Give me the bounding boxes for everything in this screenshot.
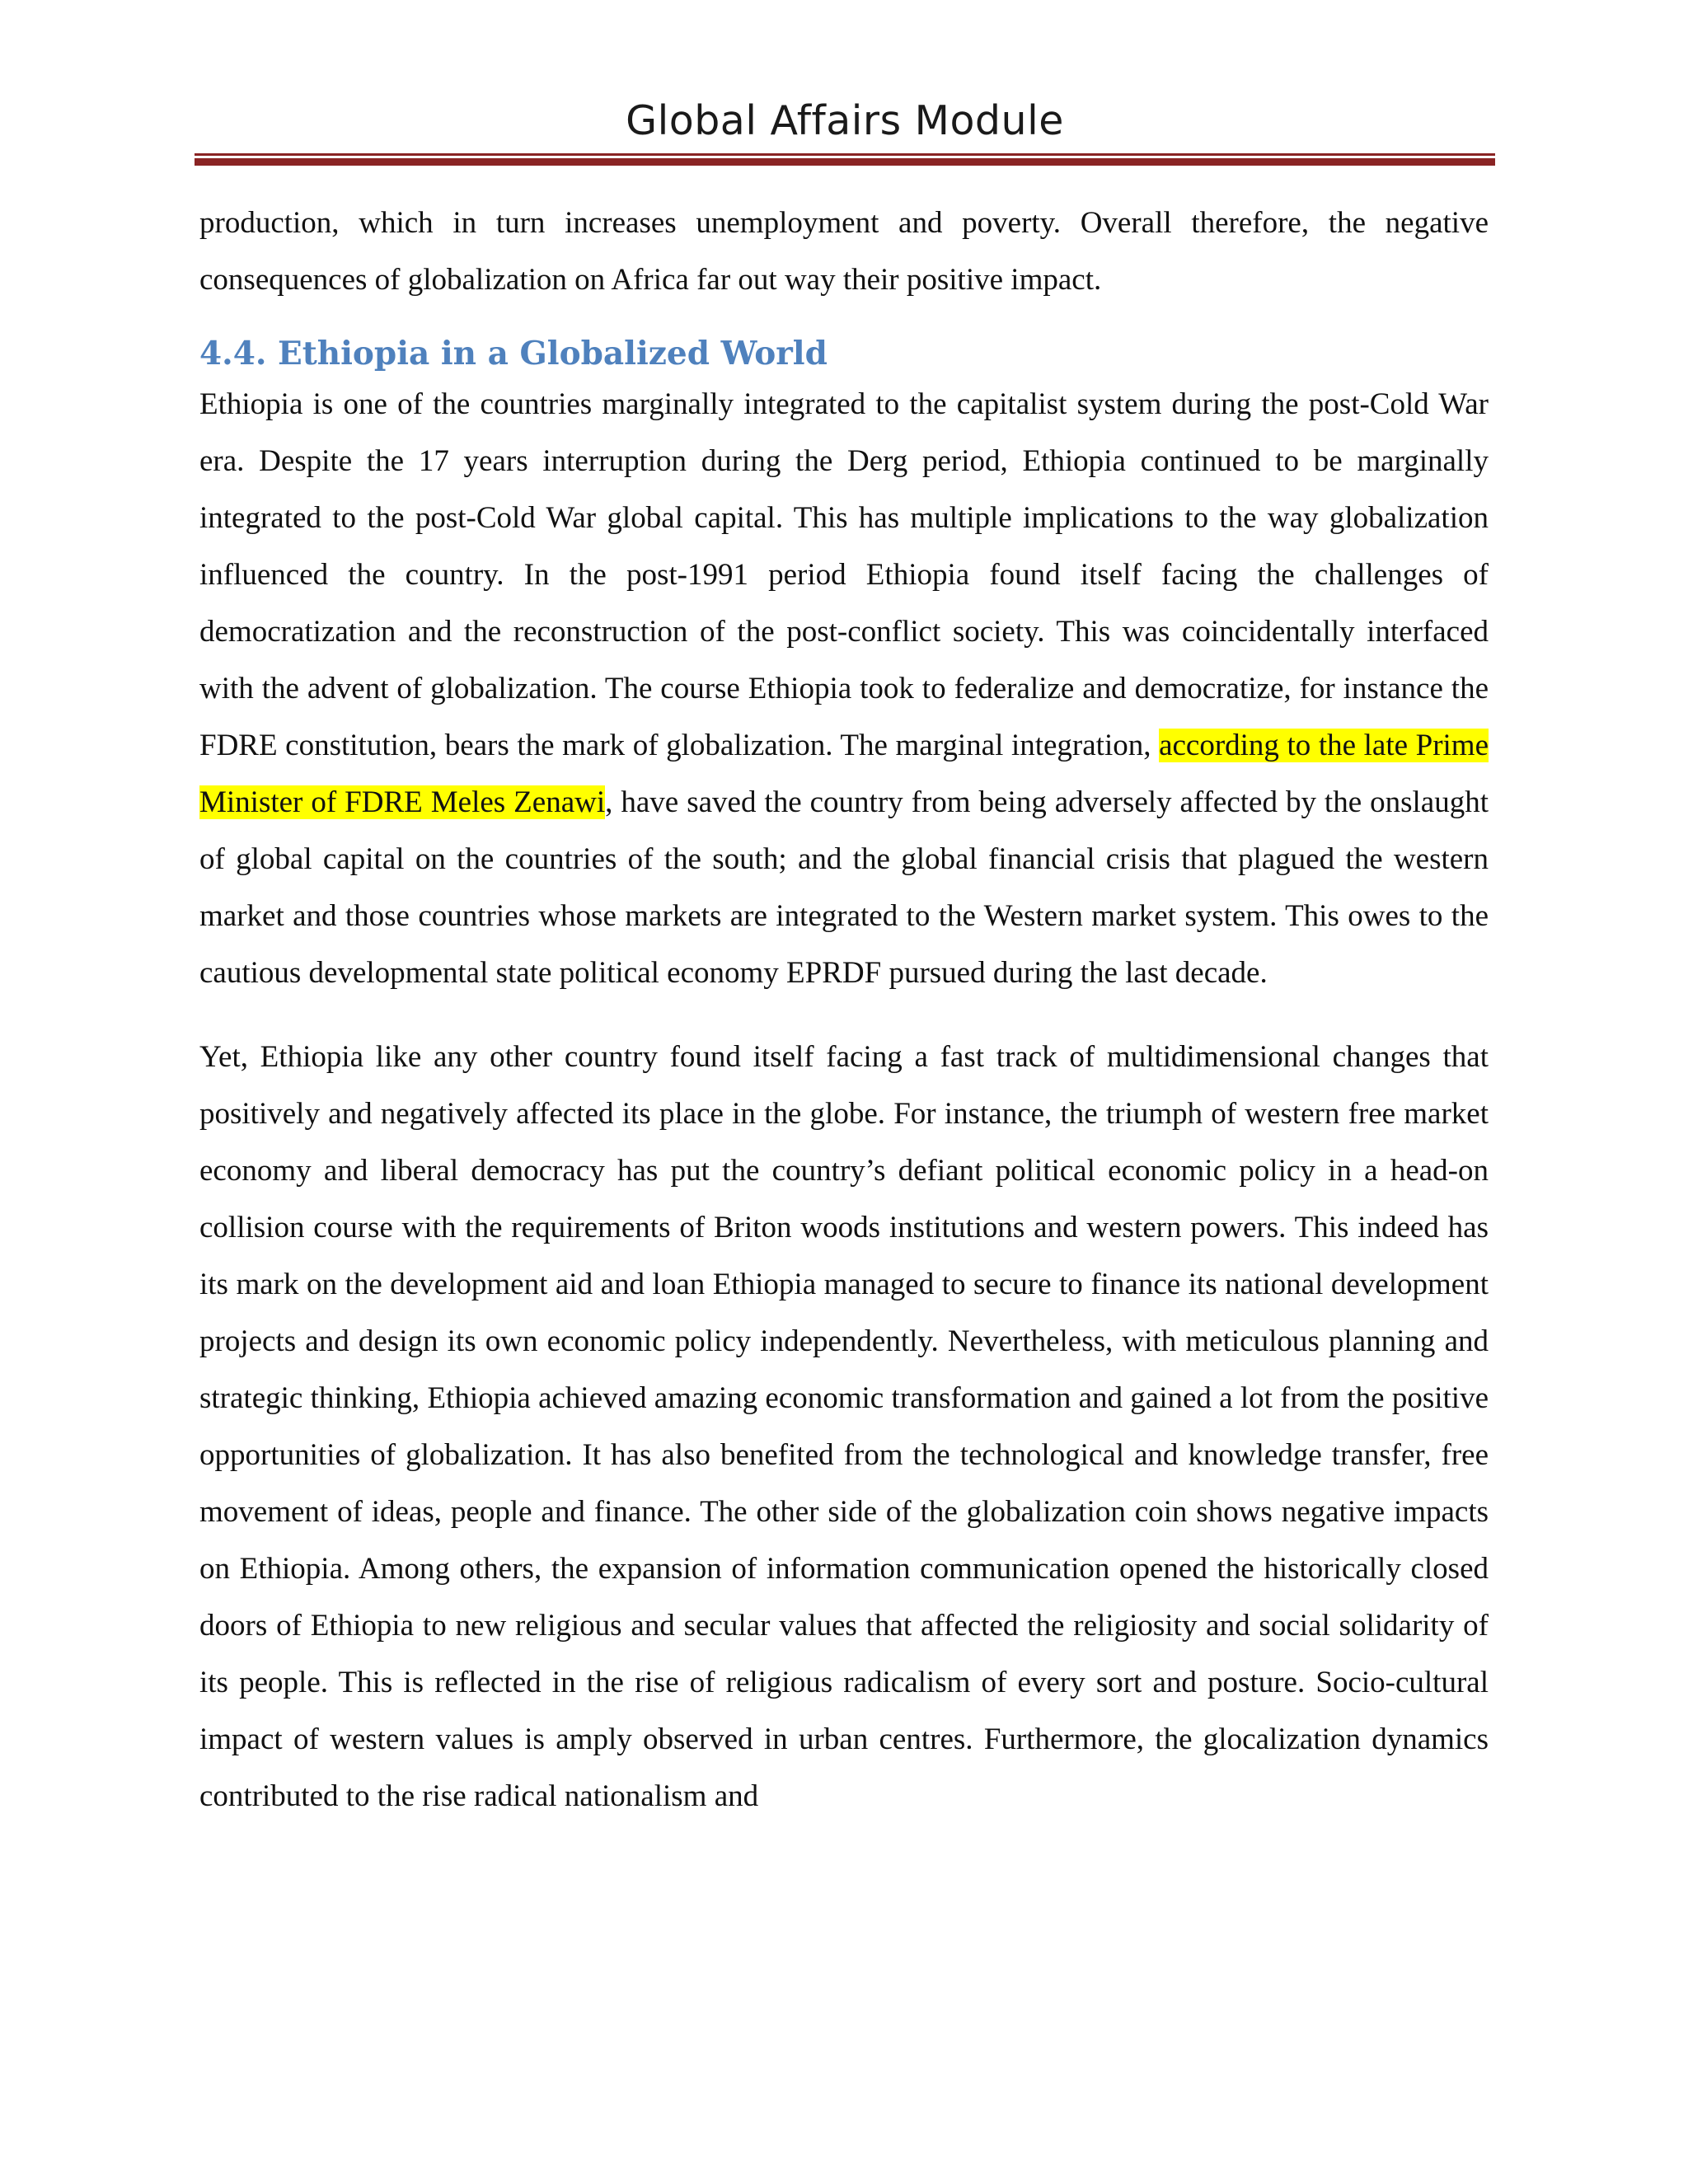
header-rule-thick — [195, 158, 1495, 166]
section-paragraph-2: Yet, Ethiopia like any other country found itself facing a fast track of multidimensional changes that positively and negatively affected its place in the globe. For instance, the triumph of western free market economy and liberal democracy has put the country’s defiant political economic policy in a head-on collision course with the requirements of Briton woods institutions and western powers. This indeed has its mark on the development aid and loan Ethiopia managed to secure to finance its national development projects and design its own economic policy independently. Nevertheless, with meticulous planning and strategic thinking, Ethiopia achieved amazing economic transformation and gained a lot from the positive opportunities of globalization. It has also benefited from the technological and knowledge transfer, free movement of ideas, people and finance. The other side of the globalization coin shows negative impacts on Ethiopia. Among others, the expansion of information communication opened the historically closed doors of Ethiopia to new religious and secular values that affected the religiosity and social solidarity of its people. This is reflected in the rise of religious radicalism of every sort and posture. Socio-cultural impact of western values is amply observed in urban centres. Furthermore, the glocalization dynamics contributed to the rise radical nationalism and — [199, 1040, 1489, 1813]
paragraph-1-text-after: , have saved the country from being adversely affected by the onslaught of global capital on the countries of the south; and the global financial crisis that plagued the western market and those countries whose markets are integrated to the Western market system. This owes to the cautious developmental state political economy EPRDF pursued during the last decade. — [199, 785, 1489, 990]
section-heading: 4.4. Ethiopia in a Globalized World — [199, 335, 828, 373]
highlighted-text: according to the late Prime Minister of FDRE Meles Zenawi — [199, 729, 1489, 819]
paragraph-1-text-before: Ethiopia is one of the countries marginally integrated to the capitalist system during the post-Cold War era. Despite the 17 years interruption during the Derg period, Ethiopia continued to be marginally integrated to the post-Cold War global capital. This has multiple implications to the way globalization influenced the country. In the post-1991 period Ethiopia found itself facing the challenges of democratization and the reconstruction of the post-conflict society. This was coincidentally interfaced with the advent of globalization. The course Ethiopia took to federalize and democratize, for instance the FDRE constitution, bears the mark of globalization. The marginal integration, — [199, 387, 1489, 762]
header-rule-thin — [195, 153, 1495, 156]
document-body — [199, 194, 1489, 1825]
intro-paragraph: production, which in turn increases unemployment and poverty. Overall therefore, the negative consequences of globalization on Africa far out way their positive impact. — [199, 206, 1489, 297]
page-header-title: Global Affairs Module — [626, 97, 1064, 144]
section-paragraph-1 — [199, 376, 1489, 1001]
